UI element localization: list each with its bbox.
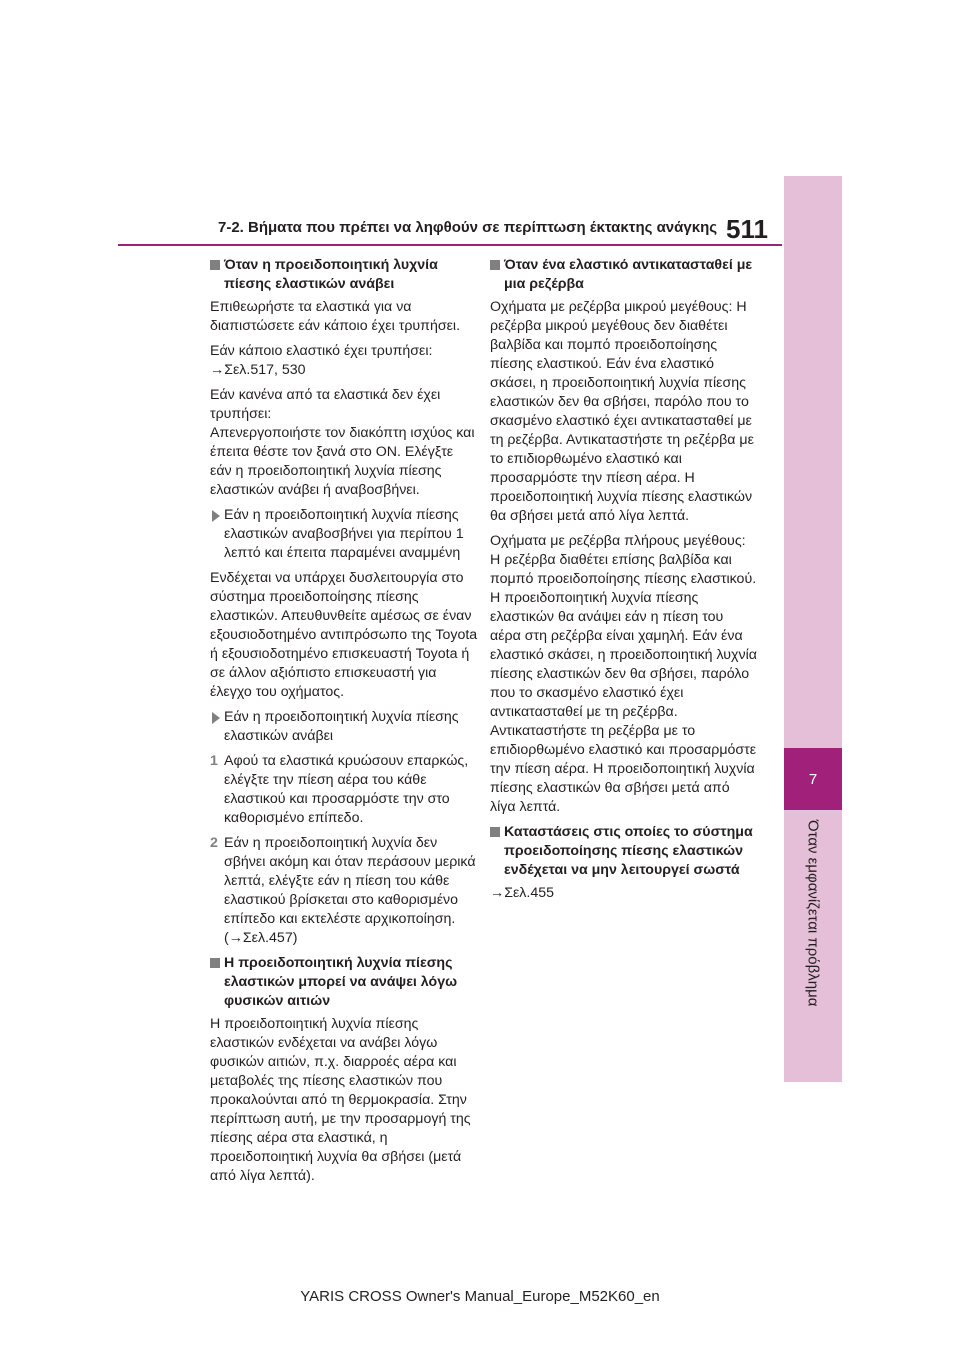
- paragraph-text: Εάν κανένα από τα ελαστικά δεν έχει τρυπήσει:: [210, 387, 441, 422]
- square-bullet-icon: [490, 260, 500, 270]
- page-number: 511: [726, 214, 768, 244]
- paragraph: Επιθεωρήστε τα ελαστικά για να διαπιστώσετε εάν κάποιο έχει τρυπήσει.: [210, 299, 461, 334]
- step-text: Εάν η προειδοποιητική λυχνία δεν σβήνει ακόμη και όταν περάσουν μερικά λεπτά, ελέγξτε εάν η πίεση του κάθε ελαστικού βρίσκεται στο καθορισμένο επίπεδο και εκτελέστε αρχικοποίηση. (→Σελ.457): [224, 835, 476, 946]
- square-bullet-icon: [490, 827, 500, 837]
- section-heading-text: Όταν ένα ελαστικό αντικατασταθεί με μια ρεζέρβα: [504, 257, 753, 292]
- paragraph: Ενδέχεται να υπάρχει δυσλειτουργία στο σύστημα προειδοποίησης πίεσης ελαστικών. Απευθυνθείτε αμέσως σε έναν εξουσιοδοτημένο αντιπρόσωπο της Toyota ή εξουσιοδοτημένο επισκευαστή Toyota ή σε άλλον αξιόπιστο επισκευαστή για έλεγχο του οχήματος.: [210, 570, 478, 700]
- step-number: 2: [210, 835, 218, 851]
- chapter-title-tab: [784, 810, 842, 1090]
- step-item: [210, 834, 478, 948]
- paragraph-text: Εάν κάποιο ελαστικό έχει τρυπήσει:: [210, 343, 433, 359]
- step-item: [210, 752, 478, 828]
- section-heading: [490, 256, 758, 294]
- paragraph-text: Απενεργοποιήστε τον διακόπτη ισχύος και έπειτα θέστε τον ξανά στο ON. Ελέγξτε εάν η προειδοποιητική λυχνία πίεσης ελαστικών ανάβει ή αναβοσβήνει.: [210, 425, 475, 498]
- section-heading-text: Καταστάσεις στις οποίες το σύστημα προειδοποίησης πίεσης ελαστικών ενδέχεται να μην λειτουργεί σωστά: [504, 824, 753, 878]
- triangle-bullet-icon: [212, 510, 220, 522]
- right-column: [490, 256, 758, 909]
- square-bullet-icon: [210, 958, 220, 968]
- section-heading: [210, 256, 478, 294]
- paragraph: Οχήματα με ρεζέρβα μικρού μεγέθους: Η ρεζέρβα μικρού μεγέθους δεν διαθέτει βαλβίδα και πομπό προειδοποίησης πίεσης ελαστικού. Εάν ένα ελαστικό σκάσει, η προειδοποιητική λυχνία πίεσης ελαστικών δεν θα σβήσει, παρόλο που το σκασμένο ελαστικό έχει αντικατασταθεί με τη ρεζέρβα. Αντικαταστήστε τη ρεζέρβα με το επιδιορθωμένο ελαστικό και προσαρμόστε την πίεση αέρα. Η προειδοποιητική λυχνία πίεσης ελαστικών θα σβήσει μετά από λίγα λεπτά.: [490, 299, 754, 524]
- paragraph: Οχήματα με ρεζέρβα πλήρους μεγέθους: Η ρεζέρβα διαθέτει επίσης βαλβίδα και πομπό προειδοποίησης πίεσης ελαστικού. Η προειδοποιητική λυχνία πίεσης ελαστικών θα ανάψει εάν η πίεση του αέρα στη ρεζέρβα είναι χαμηλή. Εάν ένα ελαστικό σκάσει, η προειδοποιητική λυχνία πίεσης ελαστικών δεν θα σβήσει, παρόλο που το σκασμένο ελαστικό έχει αντικατασταθεί με τη ρεζέρβα. Αντικαταστήστε τη ρεζέρβα με το επιδιορθωμένο ελαστικό και προσαρμόστε την πίεση αέρα. Η προειδοποιητική λυχνία πίεσης ελαστικών θα σβήσει μετά από λίγα λεπτά.: [490, 533, 757, 815]
- paragraph: [210, 342, 478, 380]
- bullet-item: [210, 708, 478, 746]
- chapter-title: Όταν εμφανίζεται πρόβλημα: [804, 820, 822, 1007]
- paragraph: [210, 386, 478, 500]
- section-heading-text: Η προειδοποιητική λυχνία πίεσης ελαστικών μπορεί να ανάψει λόγω φυσικών αιτιών: [224, 955, 458, 1009]
- section-heading: [210, 954, 478, 1011]
- page-reference: →Σελ.517, 530: [210, 362, 306, 378]
- bullet-item: [210, 506, 478, 563]
- triangle-bullet-icon: [212, 712, 220, 724]
- square-bullet-icon: [210, 260, 220, 270]
- footer-text: YARIS CROSS Owner's Manual_Europe_M52K60_en: [300, 1288, 660, 1305]
- section-heading-text: Όταν η προειδοποιητική λυχνία πίεσης ελαστικών ανάβει: [224, 257, 438, 292]
- section-header-title: 7-2. Βήματα που πρέπει να ληφθούν σε περίπτωση έκτακτης ανάγκης: [218, 219, 718, 236]
- left-column: [210, 256, 478, 1192]
- step-number: 1: [210, 753, 218, 769]
- chapter-number: 7: [808, 770, 818, 788]
- chapter-number-box: [784, 748, 842, 810]
- page-reference: →Σελ.455: [490, 885, 554, 901]
- bullet-text: Εάν η προειδοποιητική λυχνία πίεσης ελαστικών αναβοσβήνει για περίπου 1 λεπτό και έπειτα παραμένει αναμμένη: [224, 507, 464, 561]
- header-rule: [118, 244, 782, 246]
- bullet-text: Εάν η προειδοποιητική λυχνία πίεσης ελαστικών ανάβει: [224, 709, 459, 744]
- section-heading: [490, 823, 758, 880]
- paragraph: Η προειδοποιητική λυχνία πίεσης ελαστικών ενδέχεται να ανάβει λόγω φυσικών αιτιών, π.χ. διαρροές αέρα και μεταβολές της πίεσης ελαστικών που προκαλούνται από τη θερμοκρασία. Στην περίπτωση αυτή, με την προσαρμογή της πίεσης αέρα στα ελαστικά, η προειδοποιητική λυχνία θα σβήσει (μετά από λίγα λεπτά).: [210, 1016, 471, 1184]
- step-text: Αφού τα ελαστικά κρυώσουν επαρκώς, ελέγξτε την πίεση αέρα του κάθε ελαστικού και προσαρμόστε την στο καθορισμένο επίπεδο.: [224, 753, 469, 826]
